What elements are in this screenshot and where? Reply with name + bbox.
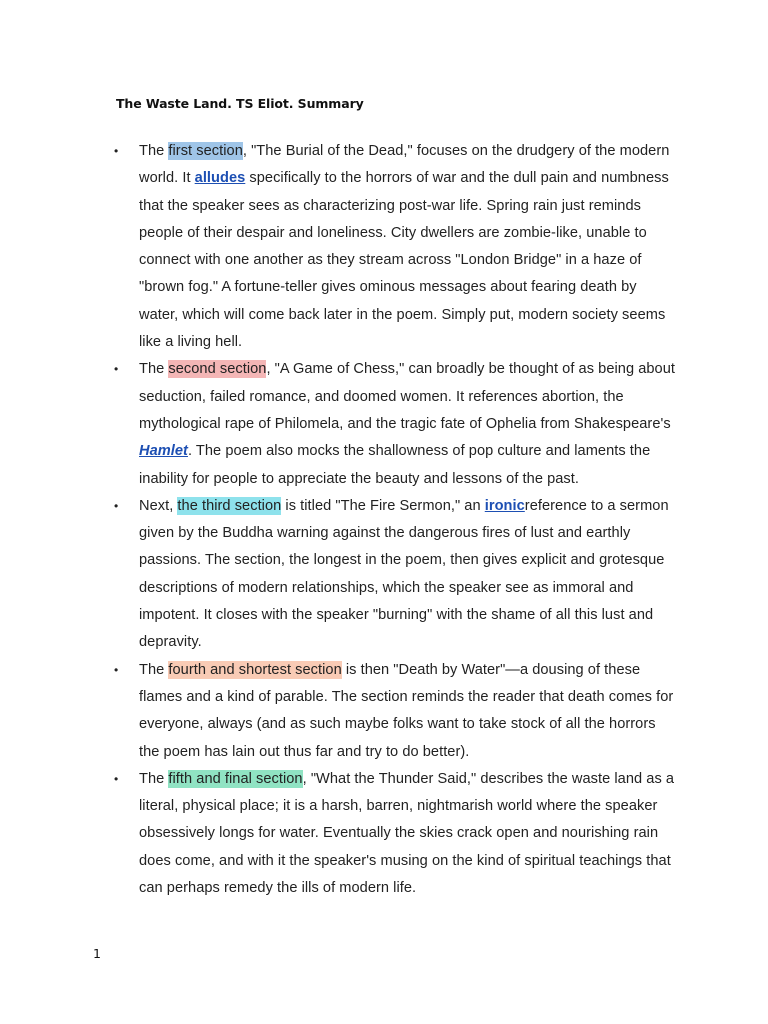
list-item-fourth-section [0, 657, 768, 766]
highlight-first-section: first section [168, 143, 243, 159]
document-title: The Waste Land. TS Eliot. Summary [116, 96, 364, 111]
item-text: specifically to the horrors of war and the dull pain and numbness that the speaker sees as characterizing post-war life. Spring rain just reminds people of their despair and loneliness. City dwellers are zombie-like, unable to connect with one another as they stream across "London Bridge" in a haze of "brown fog." A fortune-teller gives ominous messages about fearing death by water, which will come back later in the poem. Simply put, modern society seems like a living hell. [139, 170, 669, 351]
list-item-second-section [0, 356, 768, 492]
item-text: . The poem also mocks the shallowness of pop culture and laments the inability for people to appreciate the beauty and lessons of the past. [139, 443, 651, 487]
list-item-third-section [0, 493, 768, 657]
highlight-second-section: second section [168, 361, 267, 378]
list-item-first-section [0, 138, 768, 356]
item-text: , "The Burial of the Dead," focuses on the drudgery of the modern world. It [139, 143, 670, 187]
highlight-third-section: the third section [177, 497, 282, 514]
bullet-icon: • [114, 362, 119, 377]
item-prefix: The [139, 770, 169, 787]
link-alludes[interactable]: alludes [194, 170, 246, 187]
item-prefix: The [139, 143, 169, 159]
highlight-fourth-section: fourth and shortest section [168, 661, 342, 678]
link-hamlet[interactable]: Hamlet [139, 443, 188, 460]
bullet-icon: • [114, 144, 119, 158]
bullet-icon: • [114, 662, 119, 677]
item-prefix: The [139, 661, 169, 678]
bullet-icon: • [114, 771, 119, 786]
item-text: is titled "The Fire Sermon," an [281, 497, 485, 514]
item-prefix: The [139, 361, 169, 378]
list-item-fifth-section [0, 766, 768, 902]
item-text: reference to a sermon given by the Buddha warning against the dangerous fires of lust and earthly passions. The section, the longest in the poem, then gives explicit and grotesque descriptions of modern relationships, which the speaker see as immoral and impotent. It closes with the speaker "burning" with the shame of all this lust and depravity. [139, 497, 669, 651]
highlight-fifth-section: fifth and final section [168, 770, 303, 787]
item-prefix: Next, [139, 497, 178, 514]
link-ironic[interactable]: ironic [484, 497, 525, 514]
item-text: , "What the Thunder Said," describes the waste land as a literal, physical place; it is a harsh, barren, nightmarish world where the speaker obsessively longs for water. Eventually the skies crack open and nourishing rain does come, and with it the speaker's musing on the kind of spiritual teachings that can perhaps remedy the ills of modern life. [139, 770, 675, 897]
section-summary-list [0, 138, 768, 902]
item-text: , "A Game of Chess," can broadly be thought of as being about seduction, failed romance, and doomed women. It references abortion, the mythological rape of Philomela, and the tragic fate of Ophelia from Shakespeare's [139, 361, 675, 432]
page-number: 1 [93, 946, 101, 961]
item-text: is then "Death by Water"—a dousing of these flames and a kind of parable. The section reminds the reader that death comes for everyone, always (and as such maybe folks want to take stock of all the horrors the poem has lain out thus far and try to do better). [139, 661, 674, 760]
bullet-icon: • [114, 498, 119, 513]
